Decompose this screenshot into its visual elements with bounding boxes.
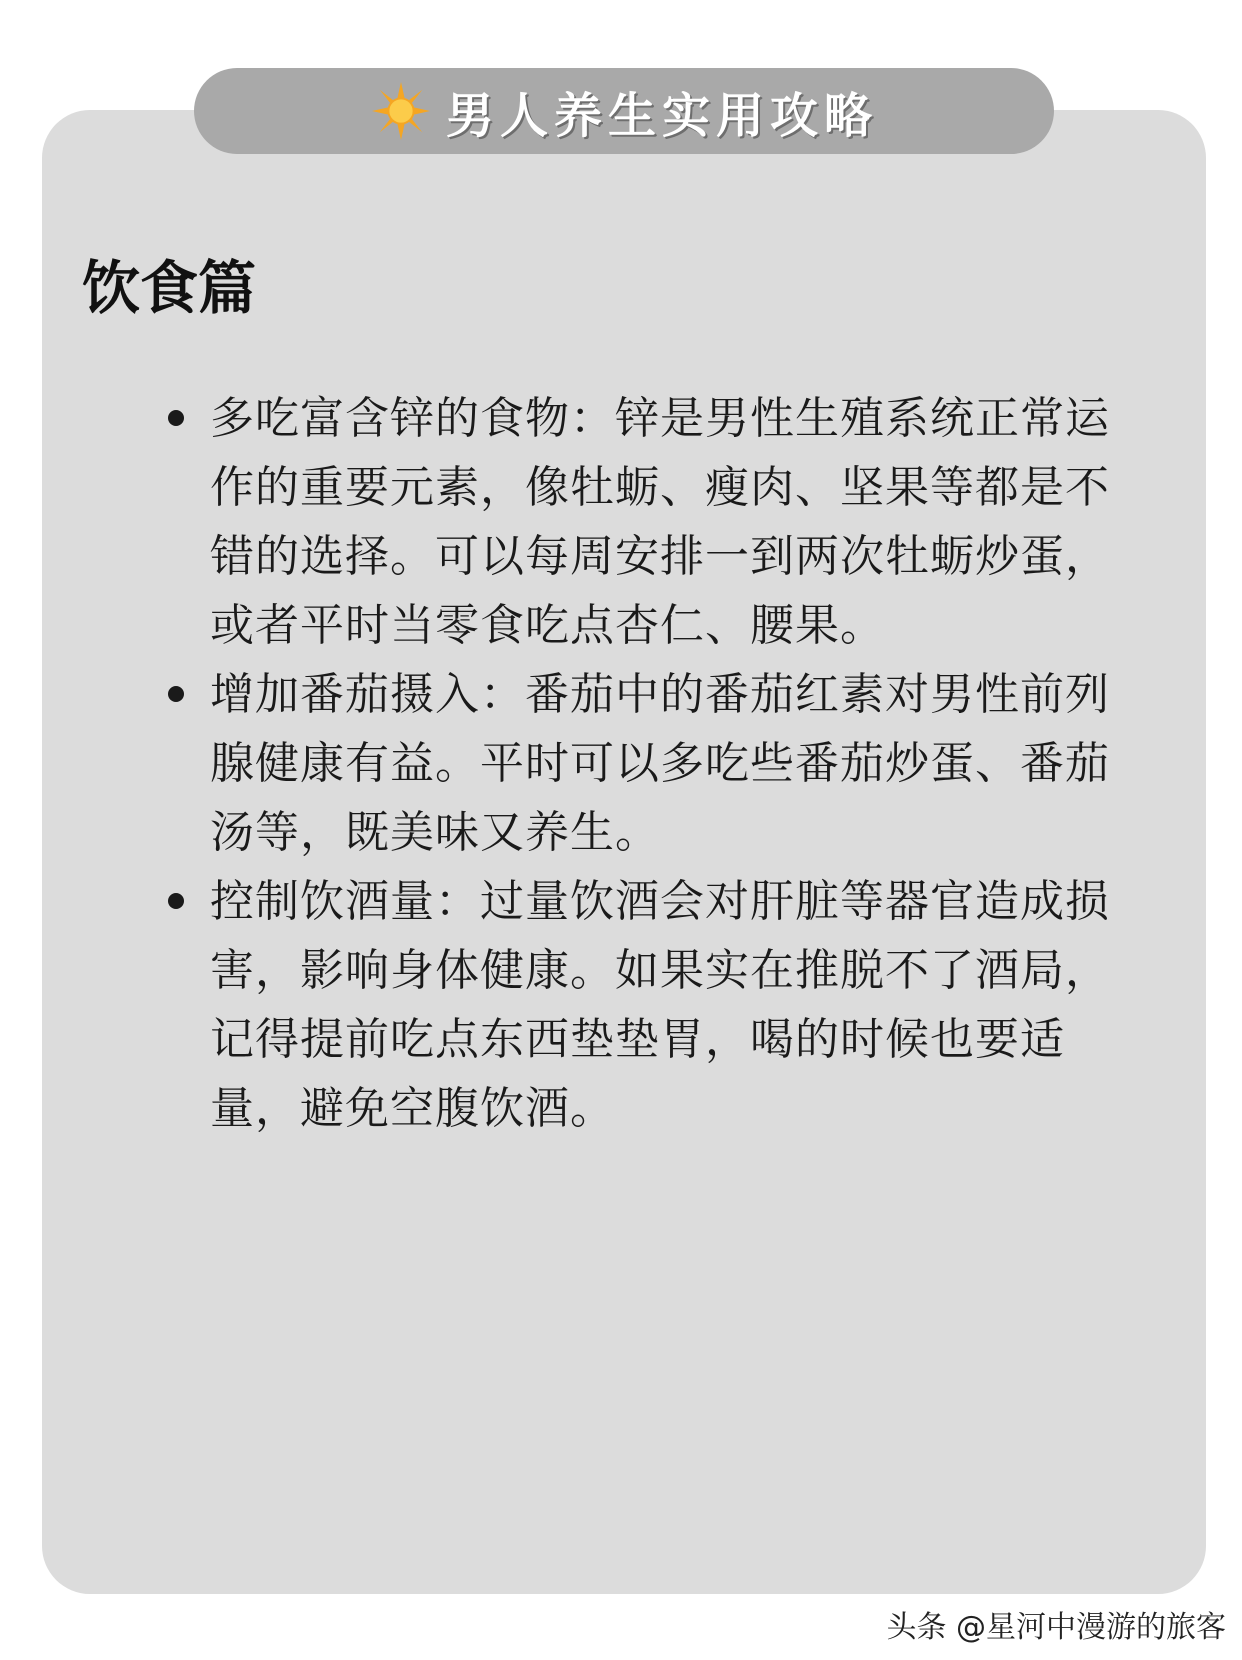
watermark: 头条 @星河中漫游的旅客	[886, 1610, 1226, 1645]
bullet-icon	[168, 686, 184, 702]
list-item	[164, 867, 1114, 1143]
list-item-text: 控制饮酒量：过量饮酒会对肝脏等器官造成损害，影响身体健康。如果实在推脱不了酒局，记得提前吃点东西垫垫胃，喝的时候也要适量，避免空腹饮酒。	[210, 876, 1110, 1134]
list-item	[164, 660, 1114, 867]
tips-list	[164, 384, 1114, 1143]
title-banner	[194, 68, 1054, 154]
section-heading: 饮食篇	[82, 254, 257, 322]
page-title: 男人养生实用攻略	[445, 87, 878, 144]
bullet-icon	[168, 410, 184, 426]
list-item	[164, 384, 1114, 660]
list-item-text: 多吃富含锌的食物：锌是男性生殖系统正常运作的重要元素，像牡蛎、瘦肉、坚果等都是不错的选择。可以每周安排一到两次牡蛎炒蛋，或者平时当零食吃点杏仁、腰果。	[210, 393, 1110, 651]
list-item-text: 增加番茄摄入：番茄中的番茄红素对男性前列腺健康有益。平时可以多吃些番茄炒蛋、番茄汤等，既美味又养生。	[210, 669, 1110, 858]
sun-icon	[370, 80, 432, 142]
bullet-icon	[168, 893, 184, 909]
